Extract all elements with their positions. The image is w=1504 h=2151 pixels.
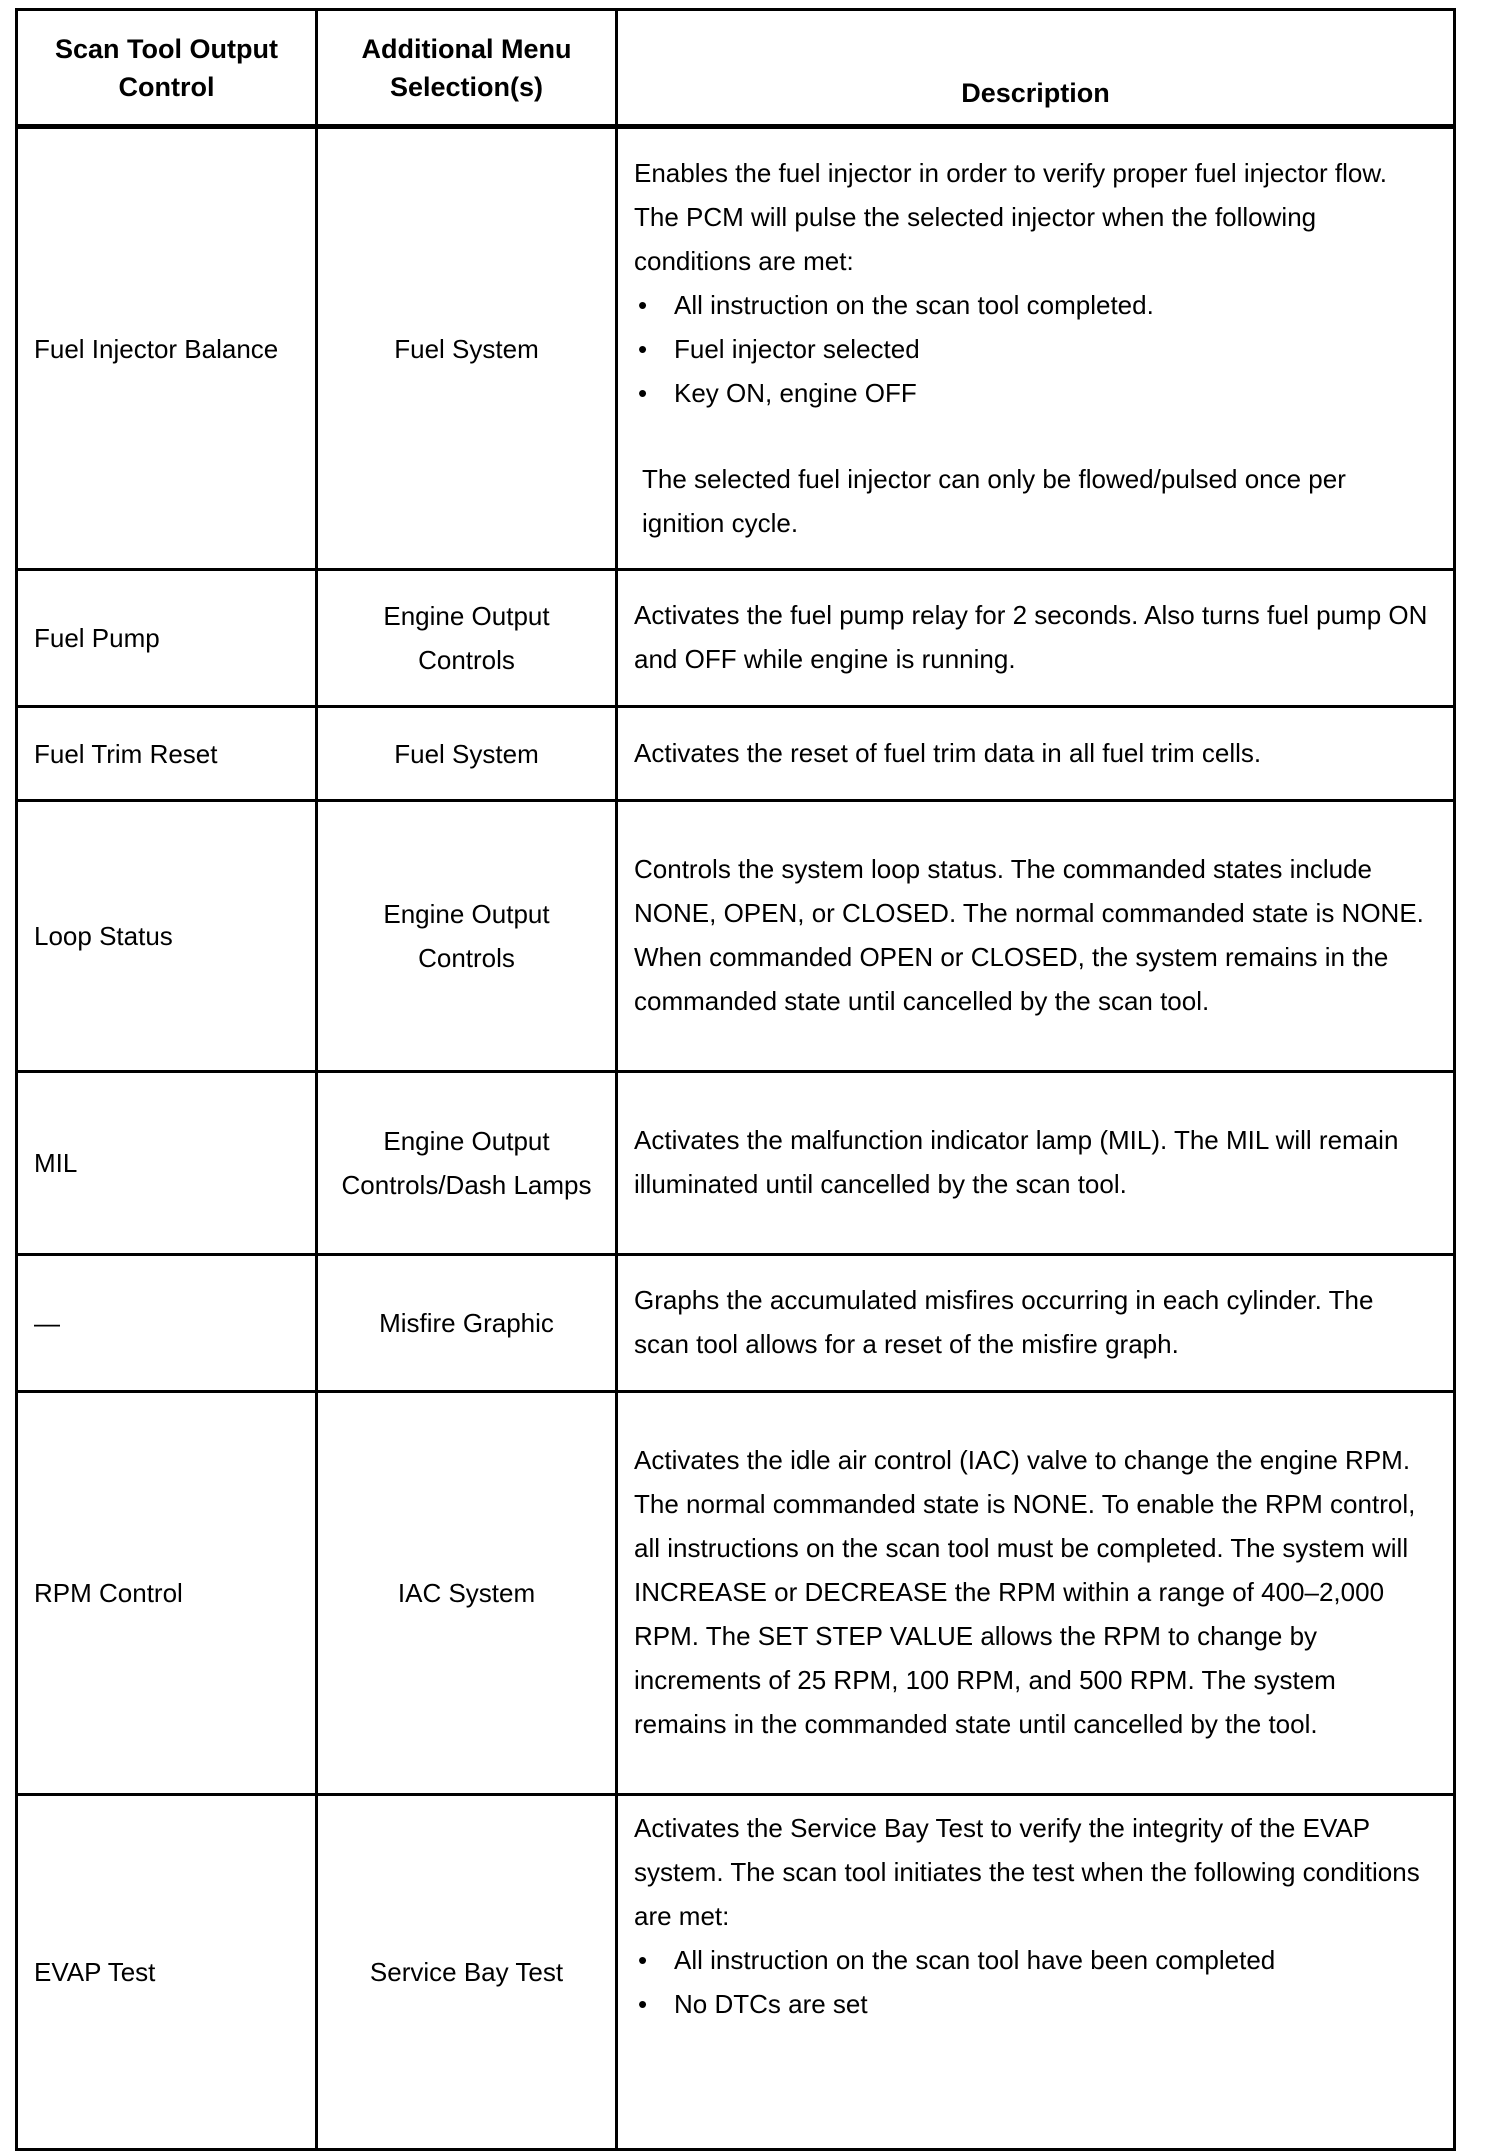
bullet-icon: • [638, 1989, 648, 2019]
table-row [17, 801, 1455, 1072]
table-row [17, 707, 1455, 801]
list-item [634, 327, 1433, 371]
control-cell: RPM Control [17, 1392, 317, 1795]
control-cell: Fuel Injector Balance [17, 127, 317, 570]
control-cell: MIL [17, 1072, 317, 1255]
description-cell: Activates the reset of fuel trim data in all fuel trim cells. [617, 707, 1455, 801]
description-cell: Activates the fuel pump relay for 2 seconds. Also turns fuel pump ON and OFF while engine is running. [617, 570, 1455, 707]
control-cell: Loop Status [17, 801, 317, 1072]
description-cell: Activates the idle air control (IAC) valve to change the engine RPM. The normal commanded state is NONE. To enable the RPM control, all instructions on the scan tool must be completed. The system will INCREASE or DECREASE the RPM within a range of 400–2,000 RPM. The SET STEP VALUE allows the RPM to change by increments of 25 RPM, 100 RPM, and 500 RPM. The system remains in the commanded state until cancelled by the tool. [617, 1392, 1455, 1795]
table-row [17, 1392, 1455, 1795]
menu-cell: Engine Output Controls [317, 570, 617, 707]
condition-list [634, 283, 1433, 415]
menu-cell: Misfire Graphic [317, 1255, 617, 1392]
table-header-row [17, 10, 1455, 127]
menu-cell: Engine Output Controls [317, 801, 617, 1072]
menu-cell: Fuel System [317, 127, 617, 570]
header-additional-menu-selections: Additional Menu Selection(s) [317, 10, 617, 127]
description-cell [617, 127, 1455, 570]
bullet-icon: • [638, 377, 648, 408]
menu-cell: Engine Output Controls/Dash Lamps [317, 1072, 617, 1255]
list-item-text: All instruction on the scan tool have been completed [674, 1945, 1276, 1975]
bullet-icon: • [638, 1945, 648, 1975]
list-item [634, 283, 1433, 327]
description-text: Activates the Service Bay Test to verify the integrity of the EVAP system. The scan tool initiates the test when the following conditions are met: [634, 1813, 1420, 1931]
description-cell: Activates the malfunction indicator lamp (MIL). The MIL will remain illuminated until cancelled by the scan tool. [617, 1072, 1455, 1255]
condition-list [634, 1938, 1433, 2026]
control-cell: Fuel Trim Reset [17, 707, 317, 801]
header-description: Description [617, 10, 1455, 127]
list-item-text: No DTCs are set [674, 1989, 868, 2019]
list-item [634, 371, 1433, 415]
list-item-text: Key ON, engine OFF [674, 377, 917, 408]
description-cell: Controls the system loop status. The commanded states include NONE, OPEN, or CLOSED. The normal commanded state is NONE. When commanded OPEN or CLOSED, the system remains in the commanded state until cancelled by the scan tool. [617, 801, 1455, 1072]
description-note: The selected fuel injector can only be flowed/pulsed once per ignition cycle. [642, 463, 1346, 538]
control-cell: Fuel Pump [17, 570, 317, 707]
description-cell [617, 1795, 1455, 2150]
table-row [17, 1255, 1455, 1392]
description-cell: Graphs the accumulated misfires occurring in each cylinder. The scan tool allows for a reset of the misfire graph. [617, 1255, 1455, 1392]
bullet-icon: • [638, 333, 648, 364]
list-item-text: All instruction on the scan tool completed. [674, 289, 1154, 320]
table-row [17, 1072, 1455, 1255]
control-cell: — [17, 1255, 317, 1392]
menu-cell: Service Bay Test [317, 1795, 617, 2150]
table-row [17, 570, 1455, 707]
control-cell: EVAP Test [17, 1795, 317, 2150]
list-item [634, 1938, 1433, 1982]
description-text: Enables the fuel injector in order to verify proper fuel injector flow. The PCM will pulse the selected injector when the following conditions are met: [634, 157, 1387, 276]
scan-tool-output-controls-table [15, 8, 1456, 2151]
header-scan-tool-output-control: Scan Tool Output Control [17, 10, 317, 127]
table-row [17, 127, 1455, 570]
list-item [634, 1982, 1433, 2026]
menu-cell: IAC System [317, 1392, 617, 1795]
bullet-icon: • [638, 289, 648, 320]
list-item-text: Fuel injector selected [674, 333, 920, 364]
menu-cell: Fuel System [317, 707, 617, 801]
table-row [17, 1795, 1455, 2150]
